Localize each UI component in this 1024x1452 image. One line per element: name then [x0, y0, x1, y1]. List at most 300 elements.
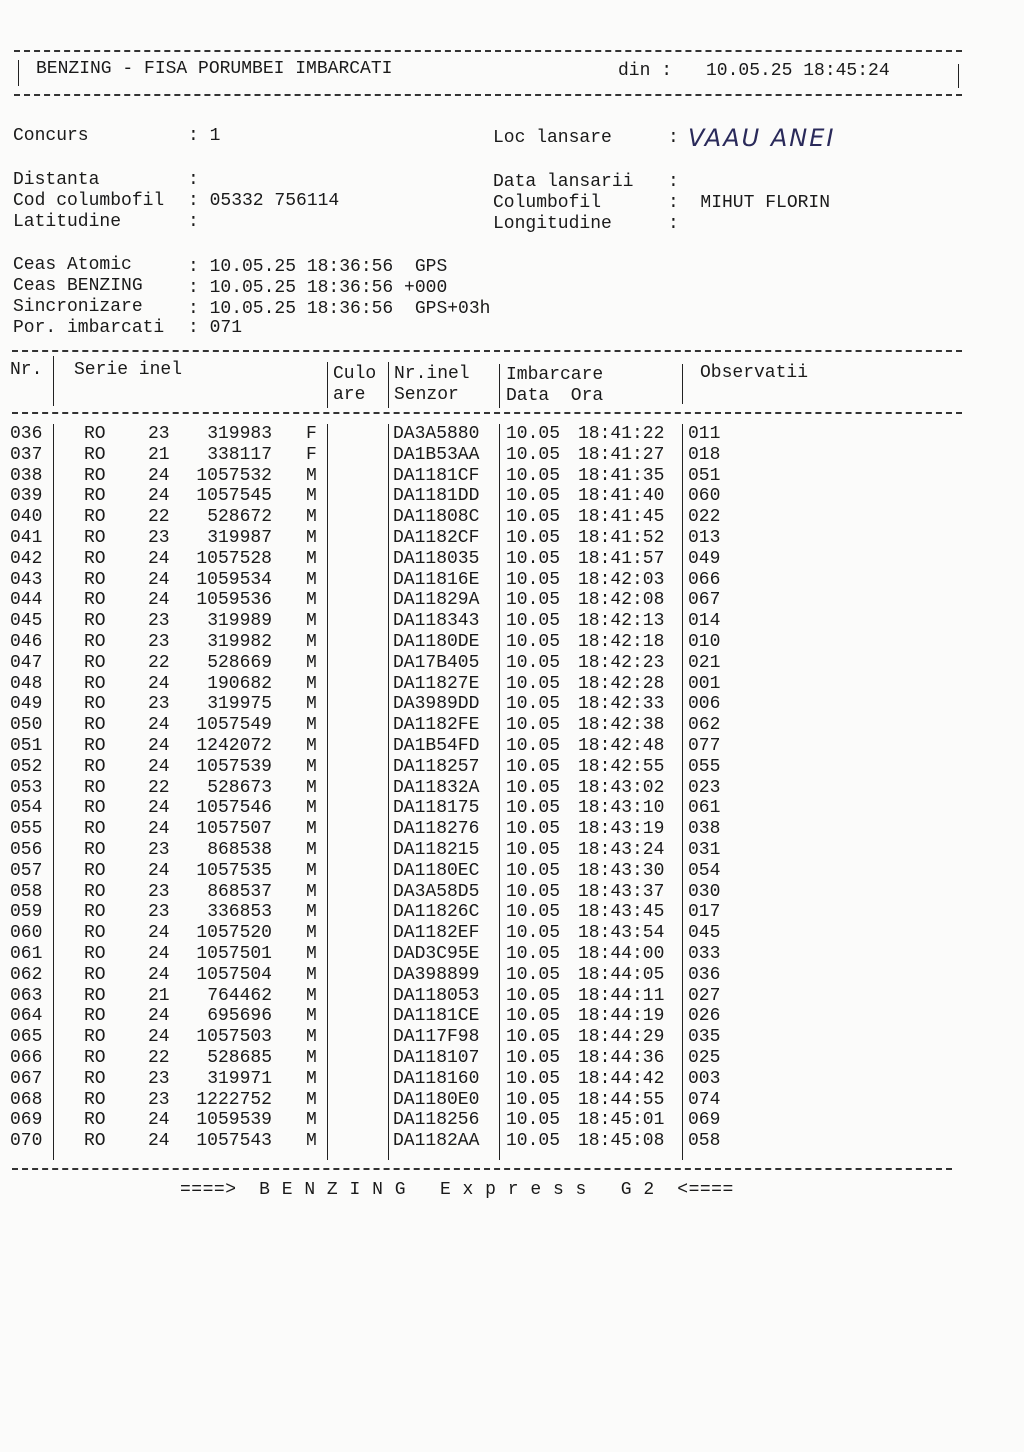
table-row	[0, 1027, 1024, 1048]
distanta-value: :	[188, 170, 199, 190]
sincronizare-value: : 10.05.25 18:36:56 GPS+03h	[188, 299, 491, 319]
table-row	[0, 986, 1024, 1007]
report-title: BENZING - FISA PORUMBEI IMBARCATI	[36, 59, 393, 79]
row-time: 18:42:48	[578, 735, 665, 756]
col-nrinel-header-1: Nr.inel	[394, 364, 470, 384]
table-row	[0, 923, 1024, 944]
row-ring-number: 1057528	[196, 548, 272, 569]
row-country: RO	[84, 611, 106, 632]
row-ring-number: 1057520	[196, 923, 272, 944]
col-culoare-header-2: are	[333, 385, 366, 405]
row-observatii: 026	[688, 1006, 721, 1027]
row-nr: 066	[10, 1047, 43, 1068]
row-country: RO	[84, 839, 106, 860]
row-sensor-id: DA118053	[393, 985, 480, 1006]
row-observatii: 021	[688, 652, 721, 673]
row-sensor-id: DA118175	[393, 798, 480, 819]
row-observatii: 017	[688, 902, 721, 923]
col-nrinel-header-2: Senzor	[394, 385, 459, 405]
row-nr: 041	[10, 527, 43, 548]
row-sex: M	[306, 1131, 317, 1152]
table-row	[0, 570, 1024, 591]
row-observatii: 045	[688, 923, 721, 944]
row-ring-number: 190682	[207, 673, 272, 694]
row-sex: M	[306, 590, 317, 611]
row-country: RO	[84, 652, 106, 673]
row-time: 18:45:08	[578, 1131, 665, 1152]
row-country: RO	[84, 590, 106, 611]
table-header-top-rule	[12, 350, 962, 352]
table-row	[0, 1131, 1024, 1152]
row-sensor-id: DA3989DD	[393, 694, 480, 715]
row-country: RO	[84, 465, 106, 486]
row-sex: M	[306, 839, 317, 860]
row-year: 24	[148, 798, 170, 819]
row-nr: 065	[10, 1027, 43, 1048]
row-nr: 061	[10, 943, 43, 964]
row-date: 10.05	[506, 1027, 561, 1048]
row-observatii: 035	[688, 1027, 721, 1048]
table-row	[0, 528, 1024, 549]
row-observatii: 036	[688, 964, 721, 985]
row-observatii: 062	[688, 715, 721, 736]
header-top-rule	[14, 50, 962, 52]
table-row	[0, 1110, 1024, 1131]
row-time: 18:44:05	[578, 964, 665, 985]
row-sensor-id: DA3A5880	[393, 424, 480, 444]
row-year: 24	[148, 465, 170, 486]
row-sensor-id: DA11826C	[393, 902, 480, 923]
row-date: 10.05	[506, 839, 561, 860]
row-nr: 045	[10, 611, 43, 632]
row-country: RO	[84, 569, 106, 590]
row-year: 22	[148, 1047, 170, 1068]
row-observatii: 022	[688, 507, 721, 528]
table-row	[0, 590, 1024, 611]
row-nr: 052	[10, 756, 43, 777]
row-sex: M	[306, 881, 317, 902]
footer-brand: ====> B E N Z I N G E x p r e s s G 2 <====	[180, 1180, 734, 1200]
row-date: 10.05	[506, 673, 561, 694]
row-observatii: 025	[688, 1047, 721, 1068]
row-observatii: 069	[688, 1110, 721, 1131]
loc-lansare-label: Loc lansare	[493, 128, 612, 148]
table-row	[0, 653, 1024, 674]
row-ring-number: 1057535	[196, 860, 272, 881]
row-time: 18:44:29	[578, 1027, 665, 1048]
row-date: 10.05	[506, 1089, 561, 1110]
table-row	[0, 549, 1024, 570]
row-ring-number: 319982	[207, 631, 272, 652]
row-year: 22	[148, 507, 170, 528]
row-year: 24	[148, 735, 170, 756]
row-sensor-id: DA1180DE	[393, 631, 480, 652]
row-observatii: 074	[688, 1089, 721, 1110]
row-observatii: 013	[688, 527, 721, 548]
ceas-benzing-label: Ceas BENZING	[13, 276, 143, 296]
row-sex: M	[306, 964, 317, 985]
row-observatii: 018	[688, 444, 721, 465]
row-country: RO	[84, 424, 106, 444]
table-row	[0, 1090, 1024, 1111]
row-date: 10.05	[506, 943, 561, 964]
row-year: 22	[148, 777, 170, 798]
row-year: 24	[148, 923, 170, 944]
row-ring-number: 1059536	[196, 590, 272, 611]
concurs-value: : 1	[188, 126, 221, 146]
row-date: 10.05	[506, 694, 561, 715]
row-sex: M	[306, 486, 317, 507]
row-sex: M	[306, 902, 317, 923]
row-ring-number: 1242072	[196, 735, 272, 756]
row-ring-number: 1059539	[196, 1110, 272, 1131]
table-row	[0, 757, 1024, 778]
row-sensor-id: DA118257	[393, 756, 480, 777]
row-sensor-id: DA117F98	[393, 1027, 480, 1048]
row-nr: 049	[10, 694, 43, 715]
row-date: 10.05	[506, 465, 561, 486]
table-bottom-rule	[12, 1168, 952, 1170]
row-sensor-id: DA118160	[393, 1068, 480, 1089]
row-observatii: 010	[688, 631, 721, 652]
header-right-bar	[958, 64, 959, 88]
col-imbarcare-header-1: Imbarcare	[506, 365, 604, 385]
table-row	[0, 611, 1024, 632]
table-row	[0, 466, 1024, 487]
row-nr: 063	[10, 985, 43, 1006]
columbofil-value: : MIHUT FLORIN	[668, 193, 831, 213]
row-ring-number: 1057507	[196, 819, 272, 840]
row-time: 18:44:11	[578, 985, 665, 1006]
row-ring-number: 528669	[207, 652, 272, 673]
table-row	[0, 944, 1024, 965]
row-sensor-id: DA118276	[393, 819, 480, 840]
row-time: 18:41:40	[578, 486, 665, 507]
row-sensor-id: DA3A58D5	[393, 881, 480, 902]
table-header-bottom-rule	[12, 412, 962, 414]
col-culoare-header-1: Culo	[333, 364, 377, 384]
row-sex: M	[306, 652, 317, 673]
row-ring-number: 1057545	[196, 486, 272, 507]
row-time: 18:42:08	[578, 590, 665, 611]
row-country: RO	[84, 1027, 106, 1048]
row-sensor-id: DA1182CF	[393, 527, 480, 548]
row-observatii: 006	[688, 694, 721, 715]
row-year: 24	[148, 860, 170, 881]
row-date: 10.05	[506, 715, 561, 736]
row-nr: 036	[10, 424, 43, 444]
row-year: 23	[148, 1089, 170, 1110]
row-sensor-id: DA118035	[393, 548, 480, 569]
row-country: RO	[84, 527, 106, 548]
row-sex: M	[306, 756, 317, 777]
row-sex: M	[306, 1110, 317, 1131]
row-ring-number: 319971	[207, 1068, 272, 1089]
table-row	[0, 902, 1024, 923]
row-observatii: 067	[688, 590, 721, 611]
row-observatii: 030	[688, 881, 721, 902]
row-ring-number: 528685	[207, 1047, 272, 1068]
row-sex: M	[306, 777, 317, 798]
latitudine-value: :	[188, 212, 199, 232]
ceas-atomic-value: : 10.05.25 18:36:56 GPS	[188, 257, 448, 277]
row-ring-number: 1222752	[196, 1089, 272, 1110]
table-row	[0, 778, 1024, 799]
row-observatii: 033	[688, 943, 721, 964]
row-country: RO	[84, 735, 106, 756]
row-sex: M	[306, 631, 317, 652]
table-row	[0, 424, 1024, 445]
row-time: 18:41:27	[578, 444, 665, 465]
row-time: 18:44:00	[578, 943, 665, 964]
row-sex: M	[306, 860, 317, 881]
row-time: 18:42:33	[578, 694, 665, 715]
row-country: RO	[84, 881, 106, 902]
row-time: 18:41:35	[578, 465, 665, 486]
table-row	[0, 507, 1024, 528]
row-observatii: 031	[688, 839, 721, 860]
row-observatii: 058	[688, 1131, 721, 1152]
row-ring-number: 764462	[207, 985, 272, 1006]
row-date: 10.05	[506, 652, 561, 673]
row-country: RO	[84, 798, 106, 819]
data-lansarii-value: :	[668, 172, 679, 192]
row-time: 18:42:18	[578, 631, 665, 652]
row-time: 18:43:37	[578, 881, 665, 902]
row-ring-number: 1057546	[196, 798, 272, 819]
row-observatii: 003	[688, 1068, 721, 1089]
row-sensor-id: DA1181DD	[393, 486, 480, 507]
row-time: 18:42:23	[578, 652, 665, 673]
row-sex: M	[306, 673, 317, 694]
row-date: 10.05	[506, 1068, 561, 1089]
row-ring-number: 1057501	[196, 943, 272, 964]
row-sensor-id: DA11832A	[393, 777, 480, 798]
row-sex: M	[306, 694, 317, 715]
table-row	[0, 445, 1024, 466]
row-sensor-id: DA118256	[393, 1110, 480, 1131]
row-time: 18:44:36	[578, 1047, 665, 1068]
row-country: RO	[84, 923, 106, 944]
row-nr: 046	[10, 631, 43, 652]
table-row	[0, 882, 1024, 903]
row-observatii: 060	[688, 486, 721, 507]
table-row	[0, 694, 1024, 715]
row-time: 18:45:01	[578, 1110, 665, 1131]
row-nr: 067	[10, 1068, 43, 1089]
pigeon-table-body	[0, 424, 1024, 1152]
row-nr: 060	[10, 923, 43, 944]
row-sex: M	[306, 923, 317, 944]
row-sex: M	[306, 1068, 317, 1089]
row-sensor-id: DA1182AA	[393, 1131, 480, 1152]
row-year: 24	[148, 756, 170, 777]
row-ring-number: 338117	[207, 444, 272, 465]
row-date: 10.05	[506, 860, 561, 881]
header-sep-nr	[53, 356, 54, 406]
table-row	[0, 861, 1024, 882]
row-sensor-id: DA11816E	[393, 569, 480, 590]
row-country: RO	[84, 694, 106, 715]
row-observatii: 055	[688, 756, 721, 777]
row-country: RO	[84, 444, 106, 465]
row-time: 18:43:19	[578, 819, 665, 840]
row-date: 10.05	[506, 424, 561, 444]
row-country: RO	[84, 673, 106, 694]
row-year: 24	[148, 819, 170, 840]
row-country: RO	[84, 1131, 106, 1152]
por-imbarcati-value: : 071	[188, 318, 243, 338]
table-row	[0, 1048, 1024, 1069]
row-sensor-id: DAD3C95E	[393, 943, 480, 964]
row-country: RO	[84, 631, 106, 652]
header-sep-imbarcare	[499, 364, 500, 408]
report-datetime: 10.05.25 18:45:24	[706, 61, 890, 81]
loc-lansare-colon: :	[668, 128, 679, 148]
sincronizare-label: Sincronizare	[13, 297, 143, 317]
row-observatii: 011	[688, 424, 721, 444]
columbofil-label: Columbofil	[493, 193, 602, 213]
row-country: RO	[84, 1110, 106, 1131]
row-time: 18:42:13	[578, 611, 665, 632]
row-sex: F	[306, 444, 317, 465]
table-row	[0, 1006, 1024, 1027]
row-ring-number: 319983	[207, 424, 272, 444]
header-left-bar	[18, 60, 19, 86]
row-sensor-id: DA11827E	[393, 673, 480, 694]
longitudine-value: :	[668, 214, 679, 234]
row-country: RO	[84, 548, 106, 569]
row-sensor-id: DA398899	[393, 964, 480, 985]
table-row	[0, 819, 1024, 840]
row-sex: M	[306, 611, 317, 632]
row-observatii: 077	[688, 735, 721, 756]
row-date: 10.05	[506, 548, 561, 569]
row-time: 18:41:45	[578, 507, 665, 528]
row-observatii: 014	[688, 611, 721, 632]
col-observatii-header: Observatii	[700, 363, 809, 383]
row-nr: 037	[10, 444, 43, 465]
header-sep-culoare	[327, 362, 328, 408]
din-label: din :	[618, 61, 673, 81]
row-sensor-id: DA1180E0	[393, 1089, 480, 1110]
row-sex: M	[306, 985, 317, 1006]
row-sex: M	[306, 548, 317, 569]
header-bottom-rule	[14, 94, 962, 96]
por-imbarcati-label: Por. imbarcati	[13, 318, 165, 338]
row-ring-number: 868537	[207, 881, 272, 902]
row-year: 24	[148, 943, 170, 964]
row-time: 18:43:30	[578, 860, 665, 881]
row-ring-number: 336853	[207, 902, 272, 923]
loc-lansare-handwritten: VAAU ANEI	[688, 124, 836, 152]
row-year: 24	[148, 1006, 170, 1027]
row-ring-number: 319975	[207, 694, 272, 715]
row-date: 10.05	[506, 1131, 561, 1152]
row-time: 18:42:28	[578, 673, 665, 694]
row-country: RO	[84, 902, 106, 923]
row-year: 23	[148, 424, 170, 444]
row-date: 10.05	[506, 985, 561, 1006]
row-country: RO	[84, 777, 106, 798]
row-nr: 062	[10, 964, 43, 985]
row-sensor-id: DA1181CE	[393, 1006, 480, 1027]
row-sensor-id: DA17B405	[393, 652, 480, 673]
row-country: RO	[84, 860, 106, 881]
row-date: 10.05	[506, 1047, 561, 1068]
row-date: 10.05	[506, 507, 561, 528]
row-date: 10.05	[506, 611, 561, 632]
row-year: 21	[148, 444, 170, 465]
row-date: 10.05	[506, 923, 561, 944]
col-nr-header: Nr.	[10, 360, 43, 380]
row-year: 21	[148, 985, 170, 1006]
row-observatii: 066	[688, 569, 721, 590]
row-sex: M	[306, 569, 317, 590]
row-year: 24	[148, 590, 170, 611]
row-observatii: 023	[688, 777, 721, 798]
row-ring-number: 1057532	[196, 465, 272, 486]
row-nr: 068	[10, 1089, 43, 1110]
row-sensor-id: DA118215	[393, 839, 480, 860]
row-sex: M	[306, 527, 317, 548]
row-year: 24	[148, 548, 170, 569]
row-ring-number: 1059534	[196, 569, 272, 590]
row-year: 24	[148, 1110, 170, 1131]
row-year: 24	[148, 964, 170, 985]
row-sex: M	[306, 1089, 317, 1110]
table-row	[0, 840, 1024, 861]
row-observatii: 027	[688, 985, 721, 1006]
col-imbarcare-header-2: Data Ora	[506, 386, 604, 406]
ceas-benzing-value: : 10.05.25 18:36:56 +000	[188, 278, 448, 298]
row-country: RO	[84, 507, 106, 528]
row-sex: M	[306, 507, 317, 528]
row-sex: M	[306, 798, 317, 819]
row-sex: F	[306, 424, 317, 444]
table-row	[0, 798, 1024, 819]
row-year: 23	[148, 694, 170, 715]
row-country: RO	[84, 715, 106, 736]
row-year: 23	[148, 1068, 170, 1089]
row-time: 18:44:55	[578, 1089, 665, 1110]
row-time: 18:41:52	[578, 527, 665, 548]
row-time: 18:41:22	[578, 424, 665, 444]
row-observatii: 038	[688, 819, 721, 840]
row-date: 10.05	[506, 1110, 561, 1131]
row-year: 24	[148, 673, 170, 694]
table-row	[0, 715, 1024, 736]
row-nr: 044	[10, 590, 43, 611]
row-nr: 059	[10, 902, 43, 923]
row-date: 10.05	[506, 798, 561, 819]
row-nr: 070	[10, 1131, 43, 1152]
row-ring-number: 528672	[207, 507, 272, 528]
row-nr: 047	[10, 652, 43, 673]
row-ring-number: 695696	[207, 1006, 272, 1027]
row-ring-number: 1057539	[196, 756, 272, 777]
row-nr: 054	[10, 798, 43, 819]
row-country: RO	[84, 756, 106, 777]
row-observatii: 061	[688, 798, 721, 819]
row-country: RO	[84, 1047, 106, 1068]
row-date: 10.05	[506, 444, 561, 465]
row-observatii: 049	[688, 548, 721, 569]
row-nr: 056	[10, 839, 43, 860]
row-country: RO	[84, 1006, 106, 1027]
row-sex: M	[306, 943, 317, 964]
row-date: 10.05	[506, 964, 561, 985]
